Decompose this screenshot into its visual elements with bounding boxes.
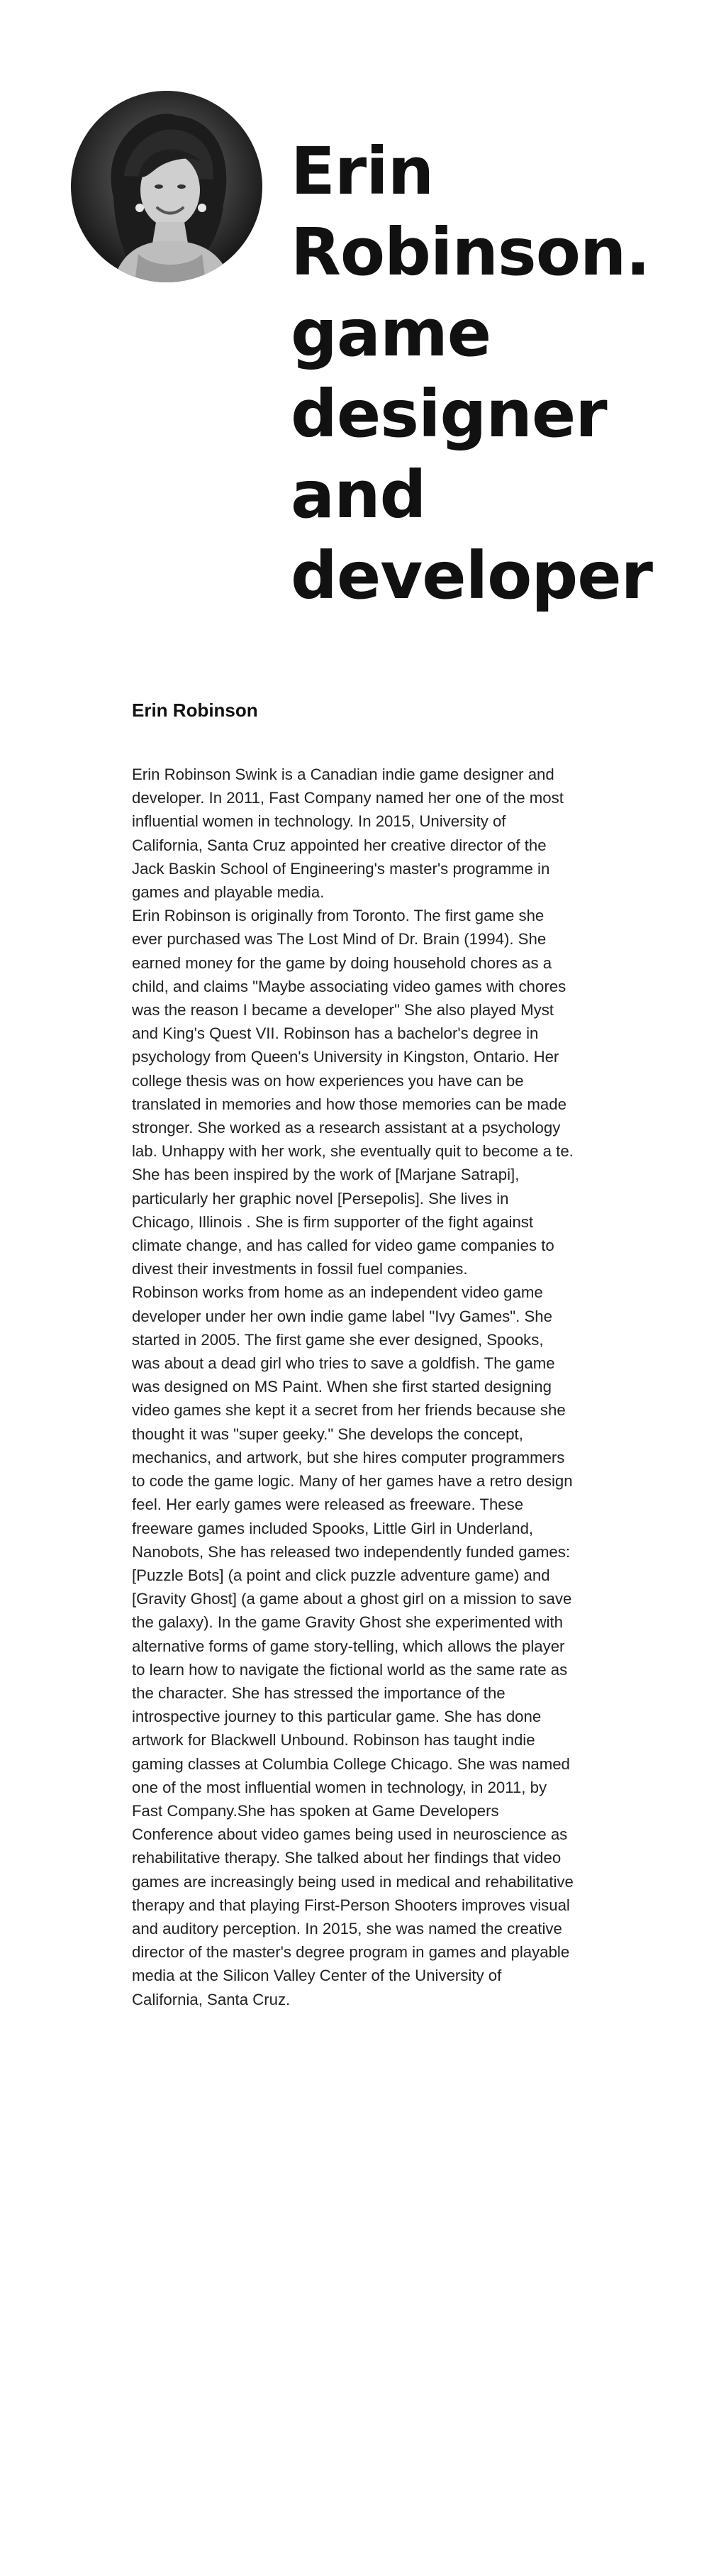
article-title: Erin Robinson: [132, 700, 258, 721]
profile-portrait-illustration: [71, 91, 262, 282]
bio-paragraph-early-life: Erin Robinson is originally from Toronto. The first game she ever purchased was The Lost Mind of Dr. Brain (1994). She earned money for the game by doing household chores as a child, and claims "Maybe associating video games with chores was the reason I became a developer" She also played Myst and King's Quest VII. Robinson has a bachelor's degree in psychology from Queen's University in Kingston, Ontario. Her college thesis was on how experiences you have can be translated in memories and how those memories can be made stronger. She worked as a research assistant at a psychology lab. Unhappy with her work, she eventually quit to become a te. She has been inspired by the work of [Marjane Satrapi], particularly her graphic novel [Persepolis]. She lives in Chicago, Illinois . She is firm supporter of the fight against climate change, and has called for video game companies to divest their investments in fossil fuel companies.: [132, 907, 574, 1278]
bio-paragraph-career: Robinson works from home as an independent video game developer under her own indie game label "Ivy Games". She started in 2005. The first game she ever designed, Spooks, was about a dead girl who tries to save a goldfish. The game was designed on MS Paint. When she first started designing video games she kept it a secret from her friends because she thought it was "super geeky." She develops the concept, mechanics, and artwork, but she hires computer programmers to code the game logic. Many of her games have a retro design feel. Her early games were released as freeware. These freeware games included Spooks, Little Girl in Underland, Nanobots, She has released two independently funded games: [Puzzle Bots] (a point and click puzzle adventure game) and [Gravity Ghost] (a game about a ghost girl on a mission to save the galaxy). In the game Gravity Ghost she experimented with alternative forms of game story-telling, which allows the player to learn how to navigate the fictional world as the same rate as the character. She has stressed the importance of the introspective journey to this particular game. She has done artwork for Blackwell Unbound. Robinson has taught indie gaming classes at Columbia College Chicago. She was named one of the most influential women in technology, in 2011, by Fast Company.She has spoken at Game Developers Conference about video games being used in neuroscience as rehabilitative therapy. She talked about her findings that video games are increasingly being used in medical and rehabilitative therapy and that playing First-Person Shooters improves visual and auditory perception. In 2015, she was named the creative director of the master's degree program in games and playable media at the Silicon Valley Center of the University of California, Santa Cruz.: [132, 1283, 574, 2008]
article-body: [132, 763, 575, 2011]
headline-first-name: Erin: [291, 133, 434, 209]
bio-paragraph-intro: Erin Robinson Swink is a Canadian indie game designer and developer. In 2011, Fast Company named her one of the most influential women in technology. In 2015, University of California, Santa Cruz appointed her creative director of the Jack Baskin School of Engineering's master's programme in games and playable media.: [132, 765, 564, 902]
profile-photo: [71, 91, 262, 282]
headline-role-line-3: and: [291, 457, 426, 533]
headline-role-line-1: game: [291, 295, 491, 371]
headline-role-line-4: developer: [291, 538, 652, 614]
biography-article: [132, 699, 575, 2011]
headline-role-line-2: designer: [291, 376, 607, 452]
headline-last-name: Robinson.: [291, 214, 650, 290]
page-headline: [291, 131, 688, 617]
